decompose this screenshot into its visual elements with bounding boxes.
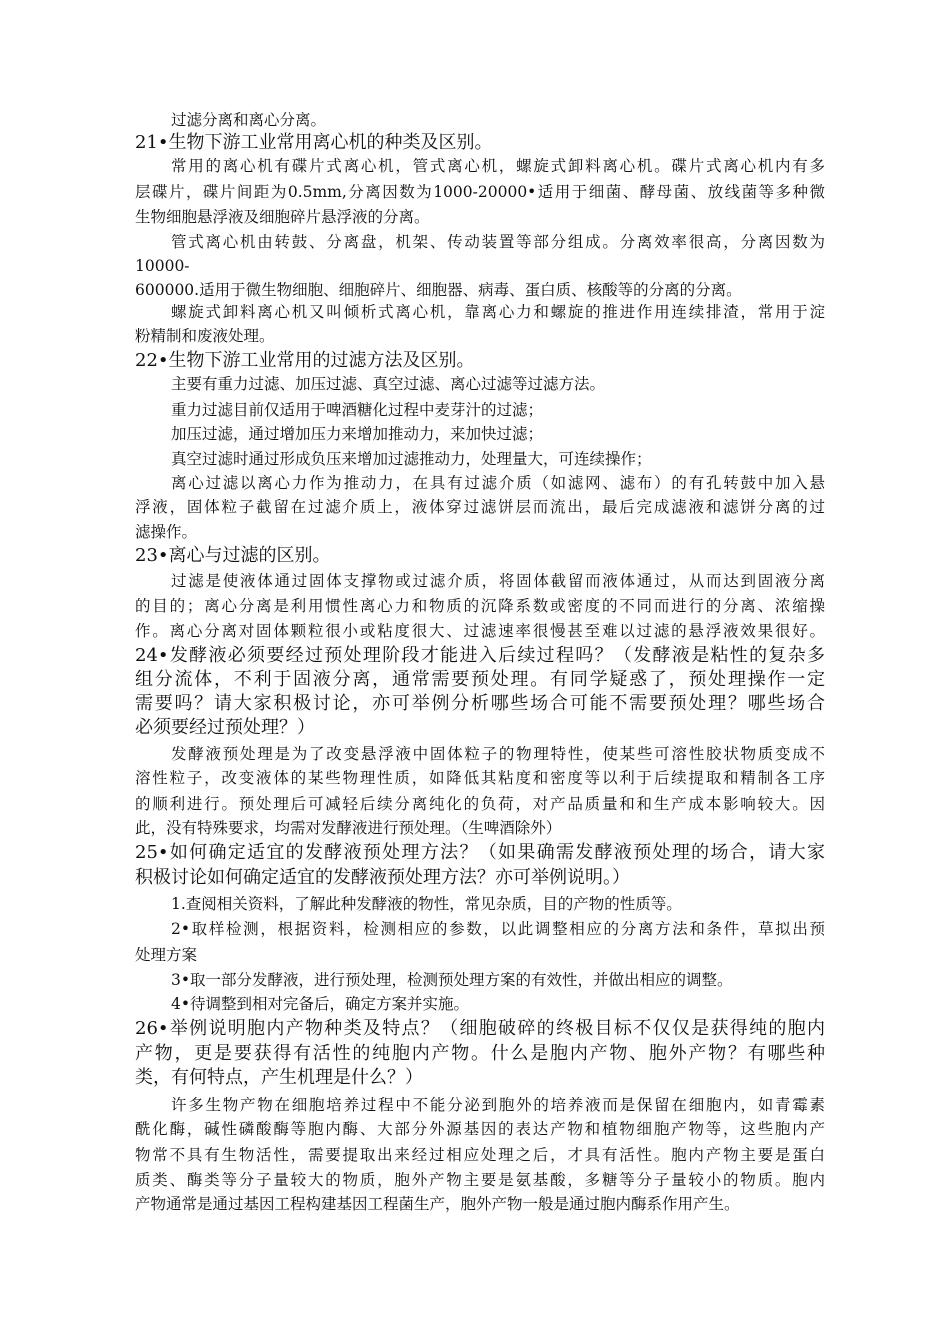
text-line: 积极讨论如何确定适宜的发酵液预处理方法？亦可举例说明。） (135, 867, 630, 888)
text-line: 过滤是使液体通过固体支撑物或过滤介质，将固体截留而液体通过，从而达到固液分离 (171, 572, 825, 590)
question-heading-23: 23•离心与过滤的区别。 (135, 545, 331, 566)
text-line: 许多生物产物在细胞培养过程中不能分泌到胞外的培养液而是保留在细胞内，如青霉素 (171, 1096, 825, 1114)
text-line: 常用的离心机有碟片式离心机，管式离心机，螺旋式卸料离心机。碟片式离心机内有多 (171, 157, 825, 175)
text-line: 浮液，固体粒子截留在过滤介质上，液体穿过滤饼层而流出，最后完成滤液和滤饼分离的过 (135, 498, 825, 516)
text-line: 的顺利进行。预处理后可减轻后续分离纯化的负荷，对产品质量和和生产成本影响较大。因 (135, 795, 825, 813)
text-line: 过滤分离和离心分离。 (171, 111, 327, 129)
text-line: 600000.适用于微生物细胞、细胞碎片、细胞器、病毒、蛋白质、核酸等的分离的分离。 (135, 281, 742, 299)
text-line: 组分流体，不利于固液分离，通常需要预处理。有同学疑惑了，预处理操作一定 (135, 669, 825, 690)
text-line: 类，有何特点，产生机理是什么？） (135, 1067, 423, 1088)
text-line: 管式离心机由转鼓、分离盘，机架、传动装置等部分组成。分离效率很高，分离因数为 (171, 233, 825, 251)
text-line: 重力过滤目前仅适用于啤酒糖化过程中麦芽汁的过滤； (171, 401, 544, 419)
text-line: 真空过滤时通过形成负压来增加过滤推动力，处理量大，可连续操作； (171, 450, 652, 468)
text-line: 主要有重力过滤、加压过滤、真空过滤、离心过滤等过滤方法。 (171, 375, 606, 393)
text-line: 必须要经过预处理？） (135, 717, 315, 738)
text-line: 粉精制和废液处理。 (135, 327, 275, 345)
text-line: 滤操作。 (135, 523, 198, 541)
text-line: 溶性粒子，改变液体的某些物理性质，如降低其粘度和密度等以利于后续提取和精制各工序 (135, 769, 825, 787)
text-line: 作。离心分离对固体颗粒很小或粘度很大、过滤速率很慢甚至难以过滤的悬浮液效果很好。 (135, 622, 825, 640)
text-line: 层碟片，碟片间距为0.5mm,分离因数为1000-20000•适用于细菌、酵母菌、放线菌等多种微 (135, 183, 825, 201)
question-heading-25: 25•如何确定适宜的发酵液预处理方法？（如果确需发酵液预处理的场合，请大家 (135, 842, 825, 863)
text-line: 离心过滤以离心力作为推动力，在具有过滤介质（如滤网、滤布）的有孔转鼓中加入悬 (171, 474, 825, 492)
question-heading-22: 22•生物下游工业常用的过滤方法及区别。 (135, 350, 475, 371)
text-line: 1.查阅相关资料，了解此种发酵液的物性，常见杂质，目的产物的性质等。 (171, 895, 682, 913)
text-line: 2•取样检测，根据资料，检测相应的参数，以此调整相应的分离方法和条件，草拟出预 (171, 920, 825, 938)
text-line: 此，没有特殊要求，均需对发酵液进行预处理。（生啤酒除外） (135, 819, 562, 837)
text-line: 产物，更是要获得有活性的纯胞内产物。什么是胞内产物、胞外产物？有哪些种 (135, 1043, 825, 1064)
text-line: 4•待调整到相对完备后，确定方案并实施。 (171, 995, 470, 1013)
text-line: 酰化酶，碱性磷酸酶等胞内酶、大部分外源基因的表达产物和植物细胞产物等，这些胞内产 (135, 1120, 825, 1138)
text-line: 3•取一部分发酵液，进行预处理，检测预处理方案的有效性，并做出相应的调整。 (171, 971, 733, 989)
text-line: 需要吗？请大家积极讨论，亦可举例分析哪些场合可能不需要预处理？哪些场合 (135, 693, 825, 714)
text-line: 物常不具有生物活性，需要提取出来经过相应处理之后，才具有活性。胞内产物主要是蛋白 (135, 1146, 825, 1164)
text-line: 10000- (135, 257, 190, 275)
text-line: 处理方案 (135, 946, 198, 964)
text-line: 的目的；离心分离是利用惯性离心力和物质的沉降系数或密度的不同而进行的分离、浓缩操 (135, 597, 825, 615)
question-heading-24: 24•发酵液必须要经过预处理阶段才能进入后续过程吗？（发酵液是粘性的复杂多 (135, 645, 825, 666)
text-line: 加压过滤，通过增加压力来增加推动力，来加快过滤； (171, 425, 544, 443)
text-line: 质类、酶类等分子量较大的物质，胞外产物主要是氨基酸，多糖等分子量较小的物质。胞内 (135, 1171, 825, 1189)
text-line: 生物细胞悬浮液及细胞碎片悬浮液的分离。 (135, 208, 430, 226)
question-heading-21: 21•生物下游工业常用离心机的种类及区别。 (135, 132, 493, 153)
text-line: 产物通常是通过基因工程构建基因工程菌生产，胞外产物一般是通过胞内酶系作用产生。 (135, 1195, 740, 1213)
question-heading-26: 26•举例说明胞内产物种类及特点？（细胞破碎的终极目标不仅仅是获得纯的胞内 (135, 1018, 825, 1039)
text-line: 发酵液预处理是为了改变悬浮液中固体粒子的物理特性，使某些可溶性胶状物质变成不 (171, 745, 825, 763)
text-line: 螺旋式卸料离心机又叫倾析式离心机，靠离心力和螺旋的推进作用连续排渣，常用于淀 (171, 303, 825, 321)
